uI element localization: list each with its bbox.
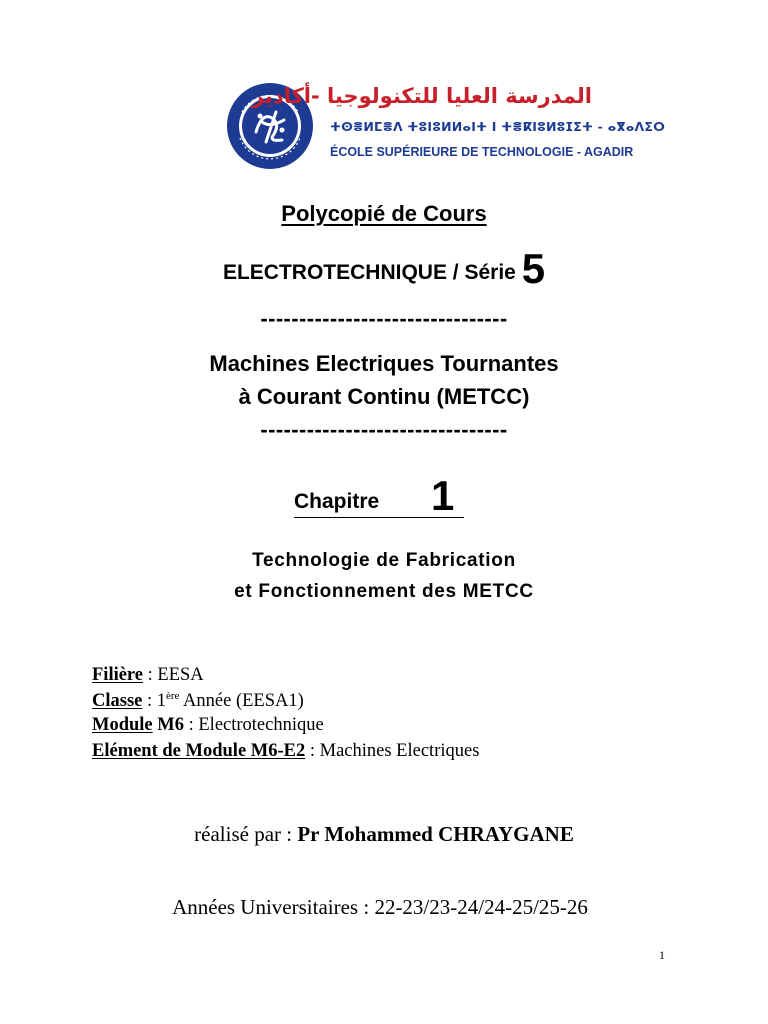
module-value: : Electrotechnique xyxy=(183,715,324,735)
element-value: : Machines Electriques xyxy=(305,741,480,761)
logo-arabic-name: المدرسة العليا للتكنولوجيا -أكادير xyxy=(251,84,592,108)
chapter-label: Chapitre xyxy=(294,490,380,513)
academic-years: Années Universitaires : 22-23/23-24/24-25/25-26 xyxy=(172,895,588,919)
filiere-value: : EESA xyxy=(143,665,204,685)
school-logo-banner xyxy=(224,78,666,176)
subject-line-2: à Courant Continu (METCC) xyxy=(238,384,530,409)
logo-tifinagh-name: ⵜⵙⴻⵍⵎⴻⴷ ⵜⵓⵏⵓⵍⵍⴰⵏⵜ ⵏ ⵜⴻⴽⵏⵓⵍⵓⵊⵉⵜ - ⴰⴳⴰⴷⵉⵔ xyxy=(330,119,666,134)
classe-row xyxy=(92,690,304,712)
chapter-heading xyxy=(294,474,464,518)
chapter-title-line-1: Technologie de Fabrication xyxy=(252,550,516,571)
filiere-row xyxy=(92,665,204,686)
page-number: 1 xyxy=(659,948,665,962)
module-label: Module xyxy=(92,715,153,735)
classe-superscript: ère xyxy=(166,690,180,702)
classe-value-prefix: : 1 xyxy=(142,691,167,711)
polycopie-title: Polycopié de Cours xyxy=(281,201,487,226)
author-name: Pr Mohammed CHRAYGANE xyxy=(297,822,574,846)
chapter-title-line-2: et Fonctionnement des METCC xyxy=(234,581,534,602)
logo-french-name: ÉCOLE SUPÉRIEURE DE TECHNOLOGIE - AGADIR xyxy=(330,144,634,159)
serie-number: 5 xyxy=(521,245,546,292)
author-prefix: réalisé par : xyxy=(194,822,298,846)
course-title: ELECTROTECHNIQUE / Série xyxy=(222,261,516,284)
author-line xyxy=(0,822,768,847)
module-row xyxy=(92,715,324,736)
dash-separator-bottom: -------------------------------- xyxy=(260,417,508,442)
document-type-heading xyxy=(0,201,768,227)
course-heading xyxy=(0,245,768,293)
classe-label: Classe xyxy=(92,691,143,711)
element-row xyxy=(92,741,479,762)
dash-separator-top: -------------------------------- xyxy=(260,306,508,331)
subject-line-1: Machines Electriques Tournantes xyxy=(209,351,559,376)
element-label: Elément de Module M6-E2 xyxy=(92,741,306,761)
classe-value-suffix: Année (EESA1) xyxy=(179,691,304,711)
chapter-number: 1 xyxy=(431,472,455,519)
filiere-label: Filière xyxy=(92,665,144,685)
module-code: M6 xyxy=(152,715,184,735)
